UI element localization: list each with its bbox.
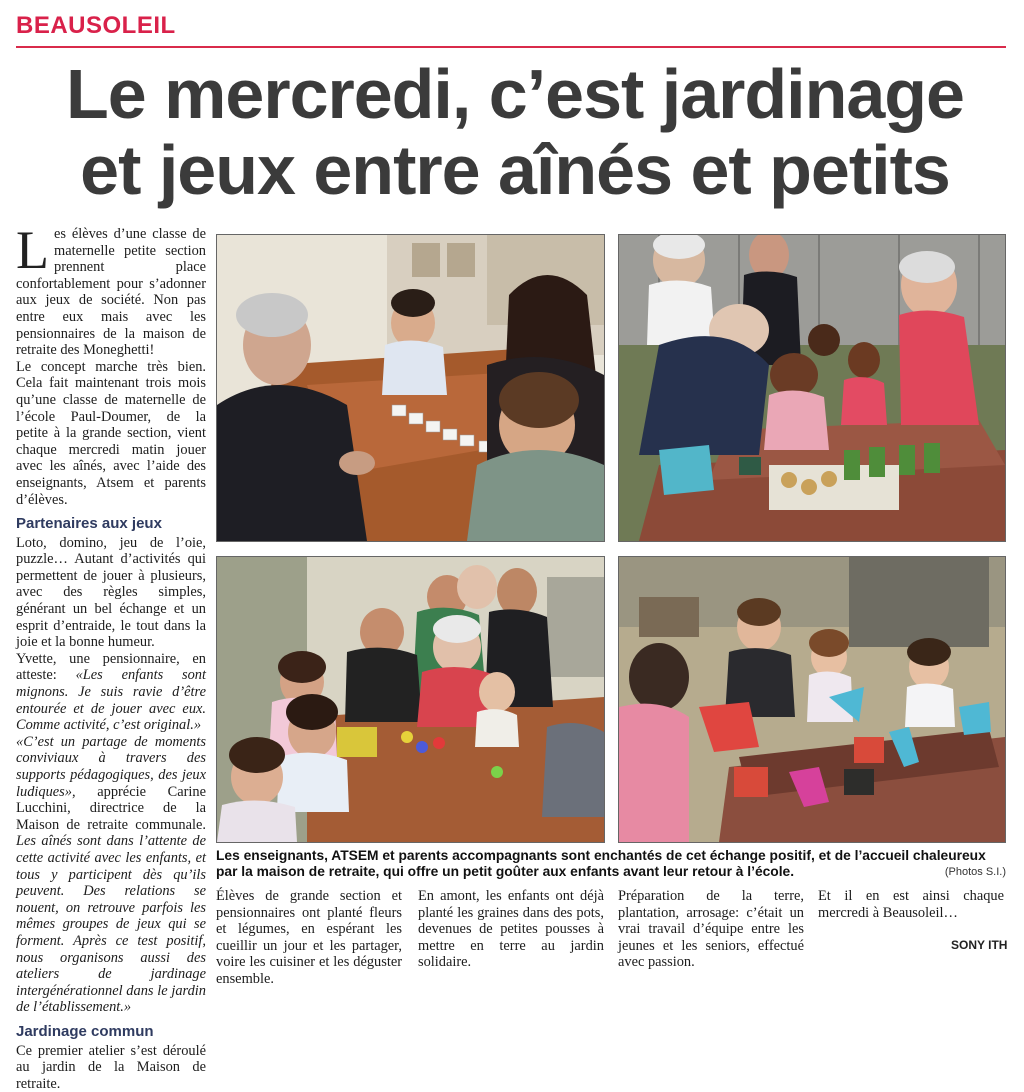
paragraph-yvette <box>16 651 206 734</box>
drop-cap: L <box>16 228 49 272</box>
subheading-partenaires: Partenaires aux jeux <box>16 516 206 533</box>
photo-garden-table <box>618 234 1006 542</box>
bottom-column-1: Élèves de grande section et pensionnaires ont planté fleurs et légumes, en espérant les cueillir un jour et les partager, voire les cuisiner et les déguster ensemble. <box>216 888 402 988</box>
subheading-jardinage: Jardinage commun <box>16 1024 206 1041</box>
photo-group-table <box>216 556 605 843</box>
director-quote-a: «C’est un partage de moments conviviaux à travers des supports pédagogiques, des jeux ludiques» <box>16 734 206 800</box>
photo-credit: (Photos S.I.) <box>945 866 1006 878</box>
intro-paragraph <box>16 226 206 359</box>
section-header <box>16 12 1006 48</box>
headline-line-1: Le mercredi, c’est jardinage <box>66 55 964 133</box>
headline <box>40 56 990 208</box>
paragraph-garden: Ce premier atelier s’est déroulé au jardin de la Maison de retraite. <box>16 1043 206 1092</box>
intro-paragraph-2: Le concept marche très bien. Cela fait maintenant trois mois qu’une classe de maternelle de l’école Paul-Doumer, de la petite à la grande section, vient chaque mercredi matin jouer avec les aînés, avec l’aide des enseignants, Atsem et parents d’élèves. <box>16 359 206 508</box>
bottom-column-4: Et il en est ainsi chaque mercredi à Beausoleil… <box>818 888 1004 921</box>
bottom-column-3: Préparation de la terre, plantation, arrosage: c’était un vrai travail d’équipe entre les jeunes et les seniors, effectué avec passion. <box>618 888 804 971</box>
section-label: BEAUSOLEIL <box>16 12 176 39</box>
paragraph-director <box>16 734 206 1016</box>
photo-caption: Les enseignants, ATSEM et parents accompagnants sont enchantés de cet échange positif, et de l’accueil chaleureux par la maison de retraite, qui offre un petit goûter aux enfants avant leur retour à l’école. <box>216 848 1006 880</box>
photo-board-game <box>216 234 605 542</box>
bottom-column-2: En amont, les enfants ont déjà planté les graines dans des pots, devenues de petites pousses à mettre en terre au jardin solidaire. <box>418 888 604 971</box>
director-attribution: , apprécie Carine Lucchini, directrice de la Maison de retraite communale. <box>16 784 206 833</box>
director-quote-b: Les aînés sont dans l’attente de cette activité avec les enfants, et tous y participent dès qu’ils peuvent. Des relations se nouent, on retrouve parfois les mêmes groupes de jeux qui se forment. Après ce test positif, nous organisons aussi des ateliers de jardinage intergénérationnel dans le jardin de l’établissement.» <box>16 833 206 1015</box>
paragraph-games: Loto, domino, jeu de l’oie, puzzle… Autant d’activités qui permettent de jouer à plusieurs, avec des règles simples, générant un bel échange et un esprit d’entraide, le tout dans la joie et la bonne humeur. <box>16 535 206 651</box>
yvette-quote: «Les enfants sont mignons. Je suis ravie d’être entourée et de jouer avec eux. Comme activité, c’est original.» <box>16 667 206 733</box>
intro-text: es élèves d’une classe de maternelle petite section prennent place confortablement pour s’adonner aux jeux de société. Non pas entre eux mais avec les pensionnaires de la maison de retraite des Moneghetti! <box>16 226 206 358</box>
article-column-left <box>16 226 206 1092</box>
headline-line-2: et jeux entre aînés et petits <box>80 131 950 209</box>
photo-children-watering <box>618 556 1006 843</box>
yvette-intro: Yvette, une pensionnaire, en atteste: <box>16 651 206 684</box>
author-signature: SONY ITH <box>951 938 1007 952</box>
